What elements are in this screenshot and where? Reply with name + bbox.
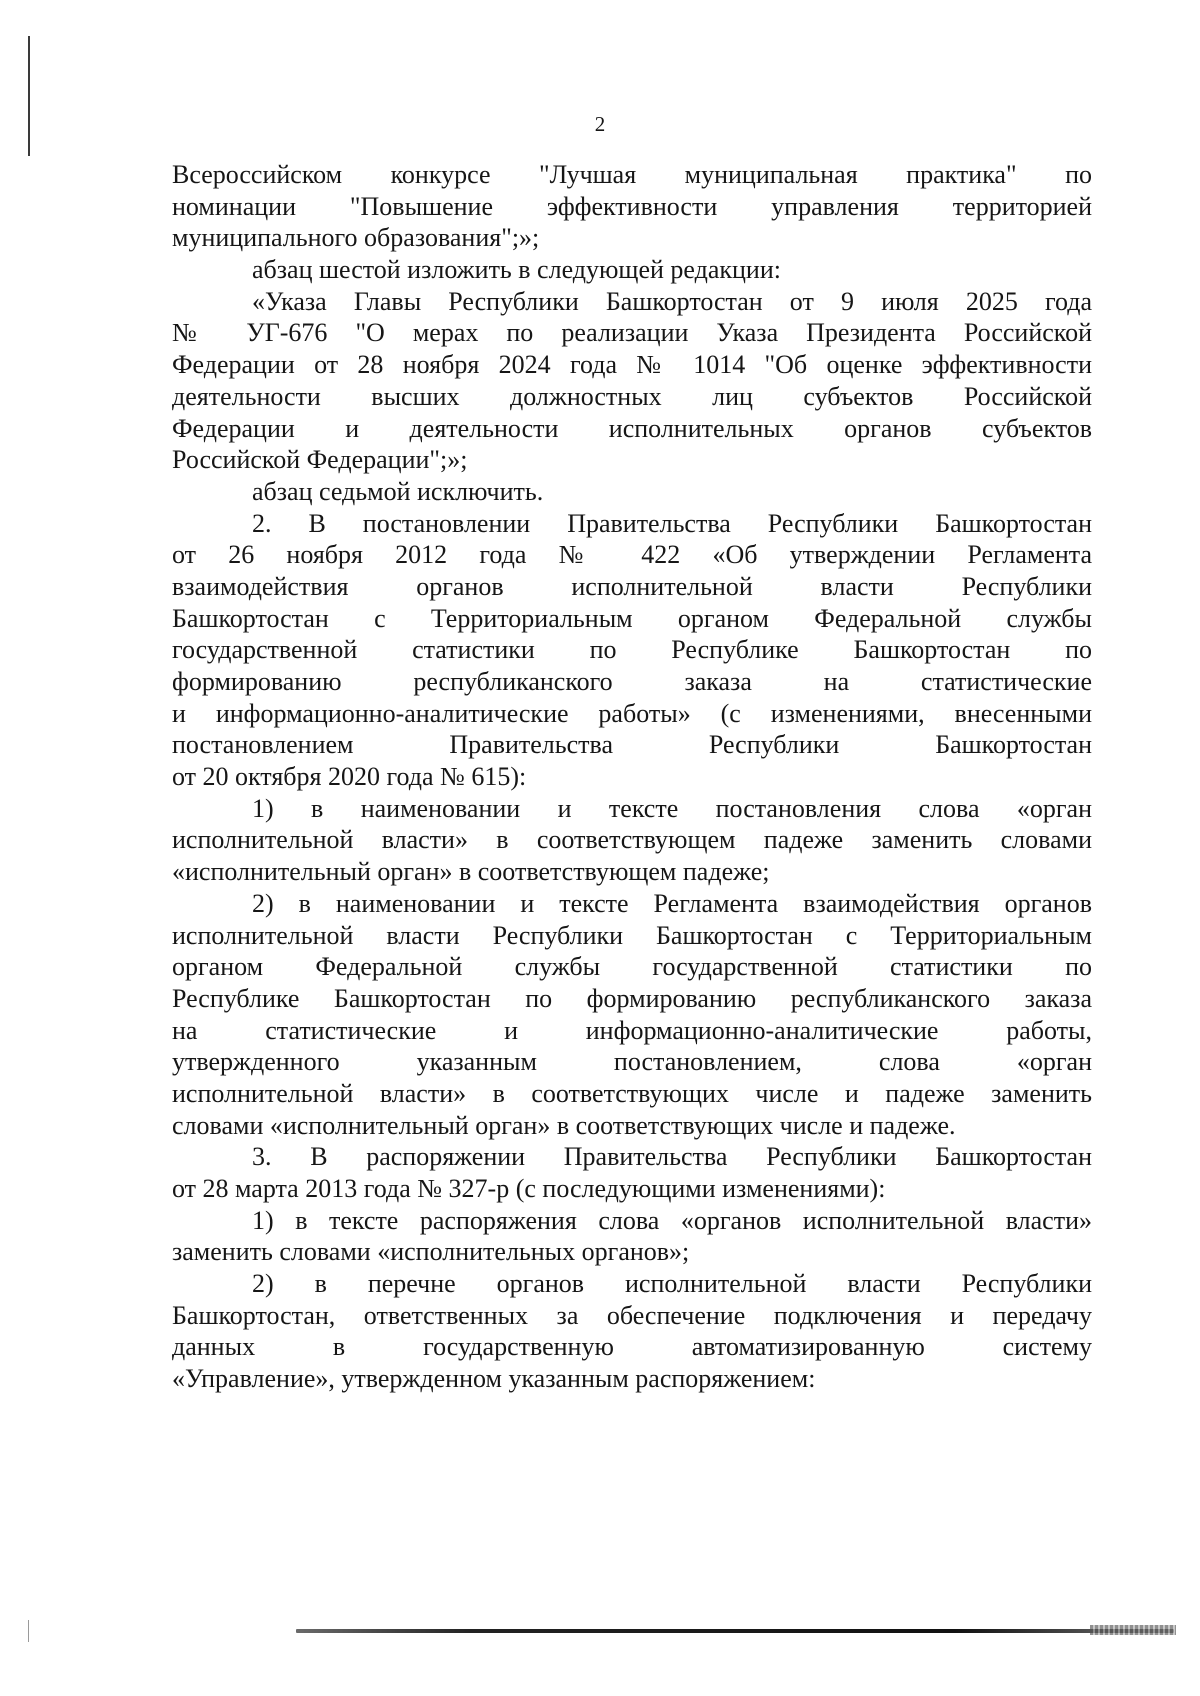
text-line: Российской Федерации";»; [172, 445, 468, 475]
text-line: исполнительной власти» в соответствующих числе и падеже заменить [172, 1078, 1092, 1108]
document-body [172, 159, 1092, 1395]
text-line: муниципального образования";»; [172, 223, 540, 253]
text-line: на статистические и информационно-аналитические работы, [172, 1015, 1092, 1045]
text-line: 1) в тексте распоряжения слова «органов исполнительной власти» [252, 1205, 1092, 1235]
text-line: от 20 октября 2020 года № 615): [172, 762, 527, 792]
text-line: и информационно-аналитические работы» (с изменениями, внесенными [172, 698, 1092, 728]
text-line: словами «исполнительный орган» в соответствующих числе и падеже. [172, 1110, 956, 1140]
text-line: № УГ-676 "О мерах по реализации Указа Президента Российской [172, 318, 1092, 348]
text-line: Федерации от 28 ноября 2024 года № 1014 "Об оценке эффективности [172, 350, 1092, 380]
text-line: абзац шестой изложить в следующей редакции: [252, 255, 781, 285]
text-line: «Управление», утвержденном указанным распоряжением: [172, 1364, 816, 1394]
text-line: постановлением Правительства Республики Башкортостан [172, 730, 1092, 760]
text-line: исполнительной власти Республики Башкортостан с Территориальным [172, 920, 1092, 950]
scan-edge-mark-bottom [28, 1620, 29, 1642]
text-line: «исполнительный орган» в соответствующем падеже; [172, 857, 770, 887]
text-line: 2. В постановлении Правительства Республики Башкортостан [252, 508, 1092, 538]
text-line: Башкортостан, ответственных за обеспечение подключения и передачу [172, 1300, 1092, 1330]
text-line: 2) в наименовании и тексте Регламента взаимодействия органов [252, 888, 1092, 918]
text-line: Всероссийском конкурсе "Лучшая муниципальная практика" по [172, 160, 1092, 189]
text-line: Федерации и деятельности исполнительных органов субъектов [172, 413, 1092, 443]
text-line: взаимодействия органов исполнительной власти Республики [172, 571, 1092, 601]
text-line: государственной статистики по Республике Башкортостан по [172, 635, 1092, 665]
text-line: от 26 ноября 2012 года № 422 «Об утверждении Регламента [172, 540, 1092, 570]
text-line: исполнительной власти» в соответствующем падеже заменить словами [172, 825, 1092, 855]
text-line: 1) в наименовании и тексте постановления слова «орган [252, 793, 1092, 823]
text-line: Башкортостан с Территориальным органом Федеральной службы [172, 603, 1092, 633]
bottom-rule-edge [1090, 1625, 1176, 1635]
text-line: 2) в перечне органов исполнительной власти Республики [252, 1269, 1092, 1299]
text-line: заменить словами «исполнительных органов»; [172, 1237, 690, 1267]
text-line: данных в государственную автоматизированную систему [172, 1332, 1092, 1362]
text-line: деятельности высших должностных лиц субъектов Российской [172, 381, 1092, 411]
text-line: 3. В распоряжении Правительства Республики Башкортостан [252, 1142, 1092, 1172]
text-line: органом Федеральной службы государственной статистики по [172, 952, 1092, 982]
text-line: абзац седьмой исключить. [252, 476, 544, 506]
bottom-rule [296, 1629, 1174, 1633]
page-number: 2 [594, 112, 606, 136]
text-line: номинации "Повышение эффективности управления территорией [172, 191, 1092, 221]
text-line: «Указа Главы Республики Башкортостан от 9 июля 2025 года [252, 286, 1092, 316]
text-line: Республике Башкортостан по формированию республиканского заказа [172, 983, 1092, 1013]
text-line: от 28 марта 2013 года № 327-р (с последующими изменениями): [172, 1174, 886, 1203]
text-line: утвержденного указанным постановлением, слова «орган [172, 1047, 1092, 1077]
scan-edge-mark [28, 36, 30, 156]
text-line: формированию республиканского заказа на статистические [172, 667, 1092, 696]
